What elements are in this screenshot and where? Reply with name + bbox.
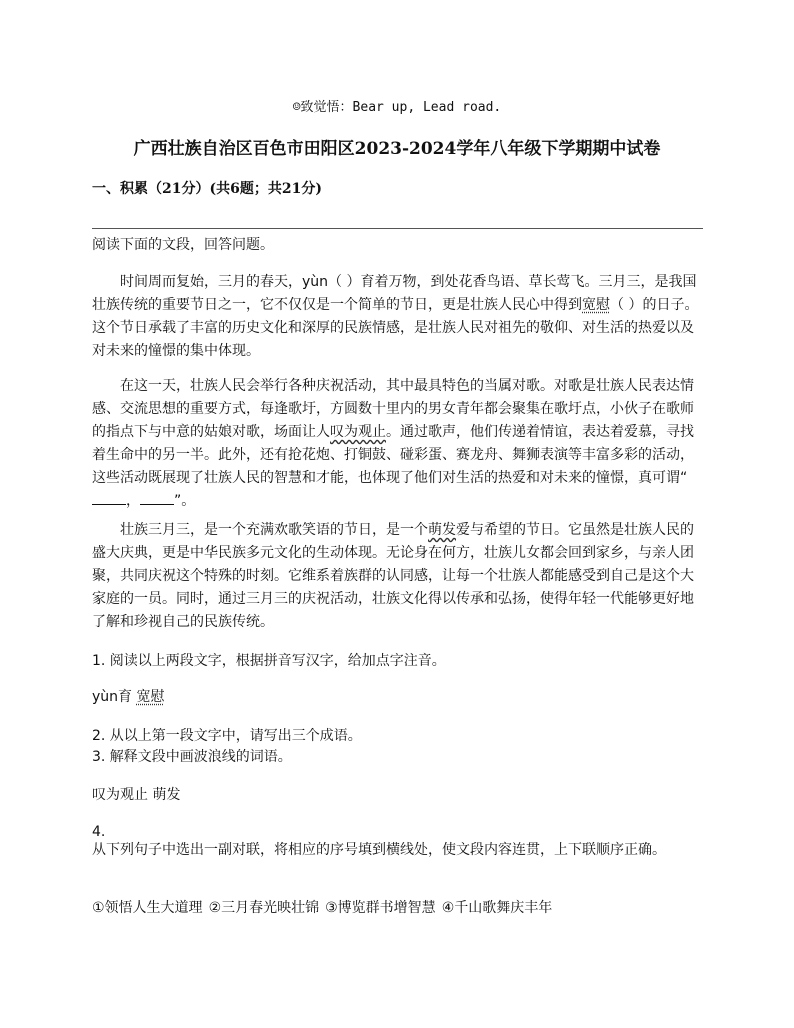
p2-tanweiguanzhi: 叹为观止 [330,424,386,440]
question-4-options [92,897,704,920]
option-1[interactable]: ①领悟人生大道理 [92,900,203,916]
couplet-blank-2[interactable] [140,490,174,505]
section-heading: 一、积累（21分）(共6题；共21分) [92,181,322,197]
p1-text-b: （ ）的日子。这个节日承载了丰富的历史文化和深厚的民族情感，是壮族人民对祖先的敬仰、对生活的热爱以及对未来的憧憬的集中体现。 [92,297,699,359]
p2-text-b: 。通过歌声，他们传递着情谊，表达着爱慕，寻找着生命中的另一半。此外，还有抢花炮、打铜鼓、碰彩蛋、赛龙舟、舞狮表演等丰富多彩的活动，这些活动既展现了壮族人民的智慧和才能，也体现了他们对生活的热爱和对未来的憧憬，真可谓“ [92,424,694,486]
p3-text-a: 壮族三月三，是一个充满欢歌笑语的节日，是一个 [120,522,428,538]
question-4-number: 4. [92,824,106,840]
reading-paragraph-1 [92,271,704,363]
motto-line: ☺致觉悟：Bear up, Lead road. [292,100,502,115]
page-title: 广西壮族自治区百色市田阳区2023-2024学年八年级下学期期中试卷 [133,139,661,159]
question-2: 2. 从以上第一段文字中，请写出三个成语。 [92,728,362,744]
couplet-blank-1[interactable] [92,490,126,505]
section-divider [92,228,703,229]
p3-text-b: 爱与希望的节日。它虽然是壮族人民的盛大庆典，更是中华民族多元文化的生动体现。无论身在何方，壮族儿女都会回到家乡，与亲人团聚，共同庆祝这个特殊的时刻。它维系着族群的认同感，让每一个壮族人都能感受到自己是这个大家庭的一员。同时，通过三月三的庆祝活动，壮族文化得以传承和弘扬，使得年轻一代能够更好地了解和珍视自己的民族传统。 [92,522,694,630]
reading-paragraph-2 [92,375,704,513]
p2-end: ”。 [174,493,196,509]
p1-text-a: 时间周而复始，三月的春天，yùn（ ）育着万物，到处花香鸟语、草长莺飞。三月三，是我国壮族传统的重要节日之一，它不仅仅是一个简单的节日，更是壮族人民心中得到 [92,274,697,313]
option-3[interactable]: ③博览群书增智慧 [325,900,436,916]
option-4[interactable]: ④千山歌舞庆丰年 [441,900,553,916]
reading-paragraph-3 [92,519,704,634]
p3-mengfa: 萌发 [428,522,456,538]
q1-item-kuanwei: 宽慰 [136,689,165,705]
question-1: 1. 阅读以上两段文字，根据拼音写汉字，给加点字注音。 [92,653,446,669]
question-3-items: 叹为观止 萌发 [92,787,181,803]
q1-item-yun: yùn育 [92,689,133,705]
p1-kuanwei: 宽慰 [582,297,610,313]
question-1-items [92,686,704,709]
p2-sep: ， [126,493,140,509]
option-2[interactable]: ②三月春光映壮锦 [208,900,320,916]
reading-intro: 阅读下面的文段，回答问题。 [92,237,274,253]
question-3: 3. 解释文段中画波浪线的词语。 [92,749,292,765]
p2-text-a: 在这一天，壮族人民会举行各种庆祝活动，其中最具特色的当属对歌。对歌是壮族人民表达情感、交流思想的重要方式，每逢歌圩，方圆数十里内的男女青年都会聚集在歌圩点，小伙子在歌师的指点下与中意的姑娘对歌，场面让人 [92,378,694,440]
question-4-text: 从下列句子中选出一副对联，将相应的序号填到横线处，使文段内容连贯，上下联顺序正确。 [92,842,666,858]
